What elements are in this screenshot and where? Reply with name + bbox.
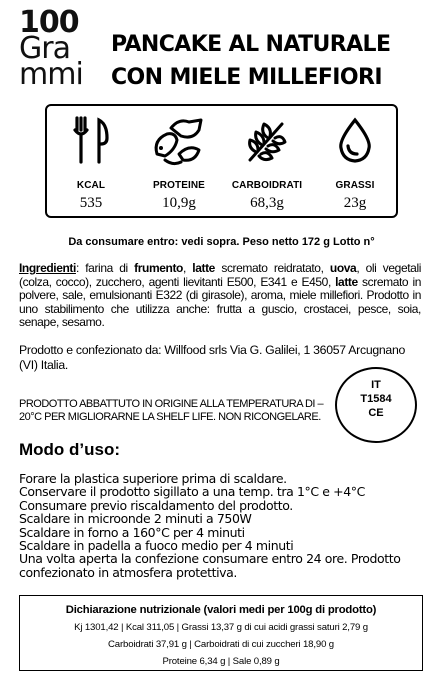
- allergen: uova: [329, 261, 357, 275]
- health-mark-country: IT: [371, 379, 381, 391]
- usage-line: Conservare il prodotto sigillato a una temp. tra 1°C e +4°C: [19, 484, 365, 500]
- nutrition-value: 535: [79, 195, 103, 211]
- nutrition-value: 23g: [343, 195, 367, 211]
- ingredients-text: [19, 262, 421, 330]
- frozen-notice: PRODOTTO ABBATTUTO IN ORIGINE ALLA TEMPERATURA DI –20°C PER MIGLIORARNE LA SHELF LIFE. NON RICONGELARE.: [19, 398, 324, 423]
- health-mark-oval: [335, 367, 417, 443]
- producer-info: Prodotto e confezionato da: Willfood srls Via G. Galilei, 1 36057 Arcugnano (VI) Italia.: [19, 343, 406, 372]
- logo-line-3: mmi: [19, 57, 83, 92]
- declaration-row: Kj 1301,42 | Kcal 311,05 | Grassi 13,37 g di cui acidi grassi saturi 2,79 g: [74, 622, 368, 633]
- nutrition-label: KCAL: [76, 180, 106, 191]
- usage-line: Forare la plastica superiore prima di scaldare.: [19, 471, 287, 486]
- usage-line: Consumare previo riscaldamento del prodotto.: [19, 497, 293, 513]
- protein-icon: [149, 114, 209, 170]
- nutrition-summary-box: [45, 104, 398, 218]
- expiry-weight-lot: Da consumare entro: vedi sopra. Peso netto 172 g Lotto n°: [68, 236, 375, 248]
- cutlery-icon: [69, 114, 113, 166]
- usage-line: Una volta aperta la confezione consumare entro 24 ore. Prodotto confezionato in atmosfera protettiva.: [19, 551, 401, 580]
- product-title: [111, 28, 436, 94]
- usage-instructions: [19, 472, 439, 579]
- wheat-icon: [242, 114, 292, 166]
- nutrition-value: 10,9g: [162, 195, 196, 211]
- brand-logo: [19, 5, 107, 92]
- ingredients-label: Ingredienti: [19, 261, 76, 275]
- allergen: latte: [335, 274, 358, 289]
- nutrition-carboidrati: [223, 106, 311, 216]
- product-title-line-2: CON MIELE MILLEFIORI: [111, 65, 382, 90]
- allergen: frumento: [134, 261, 183, 275]
- nutrition-kcal: [47, 106, 135, 216]
- ingredients-part: ,: [182, 261, 193, 275]
- usage-heading: Modo d’uso:: [19, 440, 121, 459]
- usage-line: Scaldare in microonde 2 minuti a 750W: [19, 511, 252, 527]
- health-mark-ce: CE: [368, 407, 384, 419]
- nutrition-label: CARBOIDRATI: [231, 180, 303, 191]
- declaration-title: Dichiarazione nutrizionale (valori medi per 100g di prodotto): [65, 604, 377, 616]
- nutrition-value: 68,3g: [250, 195, 284, 211]
- usage-line: Scaldare in padella a fuoco medio per 4 minuti: [19, 538, 294, 554]
- product-title-line-1: PANCAKE AL NATURALE: [111, 32, 391, 57]
- ingredients-part: : farina di: [75, 261, 135, 275]
- allergen: latte: [192, 261, 215, 275]
- logo-line-1: 100: [19, 5, 79, 40]
- declaration-row: Proteine 6,34 g | Sale 0,89 g: [162, 656, 280, 667]
- logo-line-2: Gra: [19, 31, 70, 66]
- nutrition-label: GRASSI: [335, 180, 375, 191]
- fat-drop-icon: [333, 114, 377, 166]
- nutrition-proteine: [135, 106, 223, 216]
- nutrition-declaration-box: [19, 595, 423, 671]
- nutrition-grassi: [311, 106, 399, 216]
- ingredients-part: scremato in polvere, sale, emulsionanti E322 (di girasole), aroma, miele millefiori. Prodotto in uno stabilimento che utilizza anche: frutta a guscio, crostacei, pesce, soia, senape, sesamo.: [19, 274, 421, 329]
- usage-line: Scaldare in forno a 160°C per 4 minuti: [19, 524, 245, 540]
- ingredients-part: scremato reidratato,: [214, 261, 330, 275]
- nutrition-label: PROTEINE: [153, 180, 205, 191]
- declaration-row: Carboidrati 37,91 g | Carboidrati di cui zuccheri 18,90 g: [108, 639, 334, 650]
- ingredients-part: , oli vegetali (colza, cocco), zucchero, agenti lievitanti E500, E341 e E450,: [19, 261, 421, 289]
- health-mark-number: T1584: [360, 393, 392, 405]
